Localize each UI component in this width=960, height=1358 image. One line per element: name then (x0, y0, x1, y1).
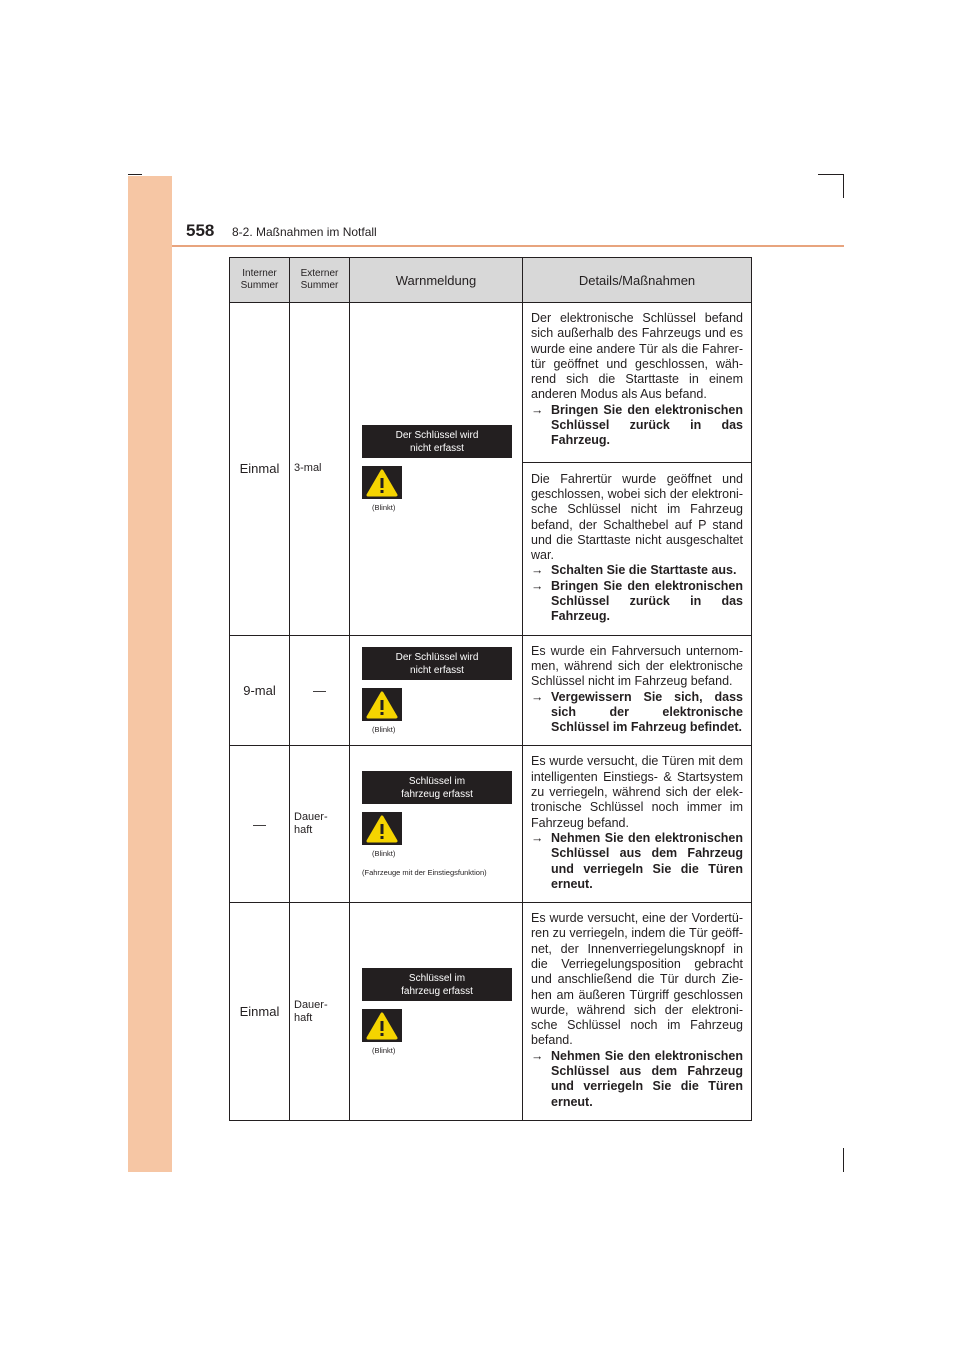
vehicle-note: (Fahrzeuge mit der Einstiegsfunktion) (362, 868, 487, 878)
warning-message-cell (350, 903, 523, 1121)
table-row (230, 635, 752, 746)
action-item: → Nehmen Sie den elektronischen Schlüssel aus dem Fahrzeug und verriegeln Sie die Türen erneut. (531, 1048, 743, 1109)
details-cell (523, 903, 752, 1121)
details-cell (523, 746, 752, 903)
external-buzzer-cell: Dauer- haft (290, 746, 350, 903)
action-item: → Vergewissern Sie sich, dass sich der elektronische Schlüssel im Fahrzeug befindet. (531, 689, 743, 735)
details-text: Die Fahrertür wurde geöffnet und geschlossen, wobei sich der elektroni-sche Schlüssel nicht im Fahrzeug befand, der Schalthebel auf P stand und die Starttaste nicht ausgeschaltet war. (531, 471, 743, 563)
header-external-buzzer: Externer Summer (290, 258, 350, 303)
action-item: → Bringen Sie den elektronischen Schlüssel zurück in das Fahrzeug. (531, 402, 743, 448)
warning-triangle-icon (362, 466, 402, 499)
blink-label: (Blinkt) (372, 725, 396, 735)
table-row (230, 303, 752, 636)
message-display: Schlüssel im fahrzeug erfasst (362, 771, 512, 804)
message-display: Der Schlüssel wird nicht erfasst (362, 425, 512, 458)
message-display: Schlüssel im fahrzeug erfasst (362, 968, 512, 1001)
details-text: Es wurde versucht, die Türen mit dem intelligenten Einstiegs- & Startsystem zu verriegeln, während sich der elek-tronische Schlüssel noch immer im Fahrzeug befand. (531, 754, 743, 830)
blink-label: (Blinkt) (372, 849, 396, 859)
arrow-right-icon: → (531, 578, 544, 593)
header-internal-buzzer: Interner Summer (230, 258, 290, 303)
table-row (230, 903, 752, 1121)
crop-mark-top-right-h (818, 174, 844, 175)
crop-mark-top-right-v (843, 174, 844, 198)
arrow-right-icon: → (531, 563, 544, 578)
header-rule (172, 245, 844, 247)
crop-mark-bottom-right-v (843, 1148, 844, 1172)
table-row (230, 746, 752, 903)
warning-triangle-icon (362, 812, 402, 845)
details-divider (523, 462, 751, 463)
action-item: → Bringen Sie den elektronischen Schlüssel zurück in das Fahrzeug. (531, 578, 743, 624)
action-item: → Schalten Sie die Starttaste aus. (531, 563, 737, 578)
warning-triangle-icon (362, 1009, 402, 1042)
table-header-row (230, 258, 752, 303)
details-cell (523, 635, 752, 746)
details-text: Es wurde ein Fahrversuch unternom-men, während sich der elektronische Schlüssel nicht im Fahrzeug befand. (531, 643, 743, 689)
details-text: Der elektronische Schlüssel befand sich außerhalb des Fahrzeugs und es wurde eine andere Tür als die Fahrer-tür geöffnet und geschlossen, wäh-rend sich die Starttaste in einem anderen Modus als Aus befand. (531, 311, 743, 402)
warning-message-cell (350, 746, 523, 903)
external-buzzer-cell: — (290, 635, 350, 746)
internal-buzzer-cell: — (230, 746, 290, 903)
arrow-right-icon: → (531, 830, 544, 845)
message-display: Der Schlüssel wird nicht erfasst (362, 647, 512, 680)
header-warning-message: Warnmeldung (350, 258, 523, 303)
crop-mark-top-left (128, 174, 142, 175)
internal-buzzer-cell: Einmal (230, 303, 290, 636)
internal-buzzer-cell: 9-mal (230, 635, 290, 746)
action-item: → Nehmen Sie den elektronischen Schlüssel aus dem Fahrzeug und verriegeln Sie die Türen erneut. (531, 830, 743, 891)
external-buzzer-cell: Dauer- haft (290, 903, 350, 1121)
warning-triangle-icon (362, 688, 402, 721)
details-cell (523, 303, 752, 636)
chapter-color-bar (128, 176, 172, 1172)
warning-message-cell (350, 303, 523, 636)
arrow-right-icon: → (531, 402, 544, 417)
external-buzzer-cell: 3-mal (290, 303, 350, 636)
warning-message-cell (350, 635, 523, 746)
internal-buzzer-cell: Einmal (230, 903, 290, 1121)
warning-table (229, 257, 752, 1121)
arrow-right-icon: → (531, 689, 544, 704)
details-text: Es wurde versucht, eine der Vordertü-ren zu verriegeln, indem die Tür geöff-net, der Innenverriegelungsknopf in die Verriegelungsposition gebracht und anschließend die Tür durch Zie-hen am äußeren Türgriff geschlossen wurde, während sich der elektroni-sche Schlüssel noch im Fahrzeug befand. (531, 911, 743, 1048)
section-title: 8-2. Maßnahmen im Notfall (232, 225, 377, 239)
blink-label: (Blinkt) (372, 1046, 396, 1056)
blink-label: (Blinkt) (372, 503, 396, 513)
header-details: Details/Maßnahmen (523, 258, 752, 303)
arrow-right-icon: → (531, 1048, 544, 1063)
page-number: 558 (186, 221, 215, 240)
